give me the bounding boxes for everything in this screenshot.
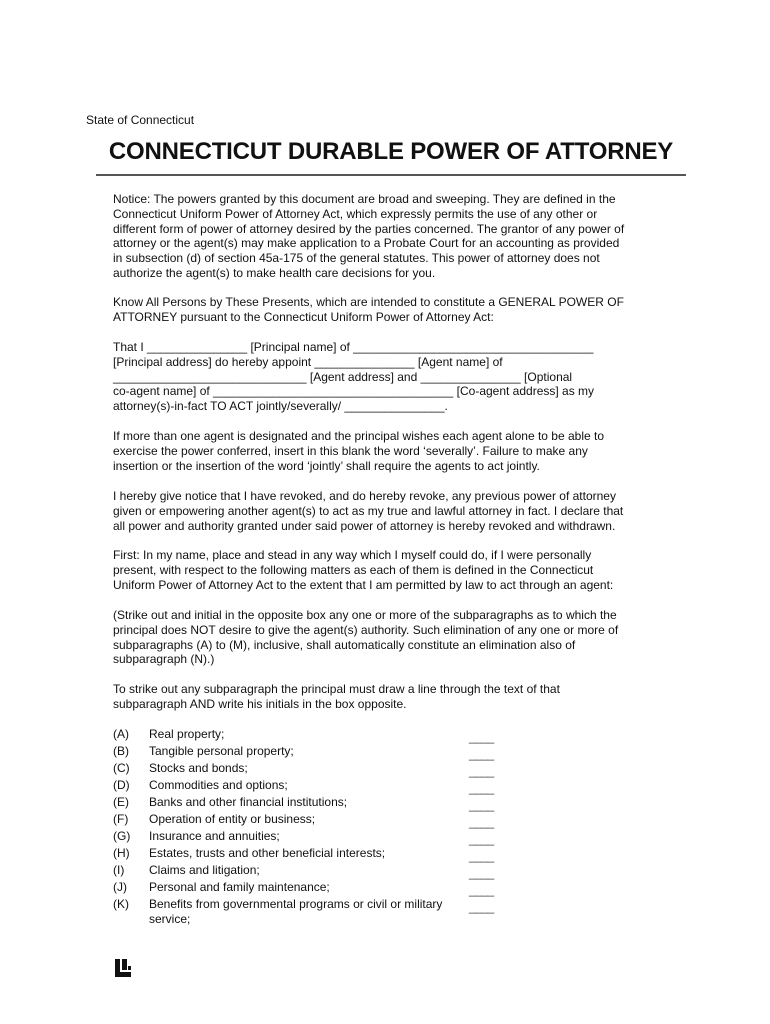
know-all-persons-paragraph: Know All Persons by These Presents, which are intended to constitute a GENERAL POWER OF ATTORNEY pursuant to the Connecticut Uniform Power of Attorney Act: [113, 295, 624, 324]
initials-blank[interactable]: ____ [469, 764, 494, 778]
subparagraph-text: Estates, trusts and other beneficial interests; [149, 846, 386, 860]
subparagraph-letter: (G) [113, 829, 131, 843]
subparagraph-text: Stocks and bonds; [149, 761, 248, 775]
subparagraph-letter: (C) [113, 761, 130, 775]
subparagraph-letter: (H) [113, 846, 130, 860]
subparagraph-text: Personal and family maintenance; [149, 880, 330, 894]
subparagraph-text: Operation of entity or business; [149, 812, 316, 826]
initials-blank[interactable]: ____ [469, 815, 494, 829]
strike-out-instructions-paragraph: (Strike out and initial in the opposite box any one or more of the subparagraphs as to which the principal does NOT desire to give the agent(s) authority. Such elimination of any one or more of subparagraphs (A) to (M), inclusive, shall automatically constitute an elimination also of subparagraph (N).) [113, 608, 619, 667]
initials-blank[interactable]: ____ [469, 798, 494, 812]
to-strike-paragraph: To strike out any subparagraph the principal must draw a line through the text of that subparagraph AND write his initials in the box opposite. [113, 682, 560, 711]
initials-blank[interactable]: ____ [469, 747, 494, 761]
subparagraph-text: Real property; [149, 727, 225, 741]
initials-blank[interactable]: ____ [469, 781, 494, 795]
initials-blank[interactable]: ____ [469, 730, 494, 744]
initials-blank[interactable]: ____ [469, 883, 494, 897]
subparagraph-letter: (D) [113, 778, 130, 792]
document-title: CONNECTICUT DURABLE POWER OF ATTORNEY [108, 138, 674, 165]
subparagraph-letter: (A) [113, 727, 129, 741]
multiple-agents-paragraph: If more than one agent is designated and the principal wishes each agent alone to be able to exercise the power conferred, insert in this blank the word ‘severally’. Failure to make any insertion or the insertion of the word ‘jointly’ shall require the agents to act jointly. [113, 429, 605, 473]
subparagraph-letter: (F) [113, 812, 129, 826]
subparagraph-letter: (B) [113, 744, 129, 758]
initials-blank[interactable]: ____ [469, 866, 494, 880]
subparagraph-text: Tangible personal property; [149, 744, 294, 758]
appointment-paragraph: That I _______________ [Principal name] of ____________________________________ [Principal address] do hereby appoint _______________ [Agent name] of _____________________________ [Agent address] and _______________ [Optional co-agent name] of ____________________________________ [Co-agent address] as my attorney(s)-in-fact TO ACT jointly/severally/ _______________. [113, 340, 595, 414]
subparagraph-text: Banks and other financial institutions; [149, 795, 348, 809]
subparagraph-letter: (I) [113, 863, 125, 877]
notice-paragraph: Notice: The powers granted by this document are broad and sweeping. They are defined in the Connecticut Uniform Power of Attorney Act, which expressly permits the use of any other or different form of power of attorney desired by the parties concerned. The grantor of any power of attorney or the agent(s) may make application to a Probate Court for an accounting as provided in subsection (d) of section 45a-175 of the general statutes. This power of attorney does not authorize the agent(s) to make health care decisions for you. [113, 192, 625, 280]
subparagraph-text: Benefits from governmental programs or civil or military service; [149, 897, 443, 926]
subparagraph-text: Commodities and options; [149, 778, 288, 792]
subparagraph-letter: (J) [113, 880, 127, 894]
subparagraph-text: Insurance and annuities; [149, 829, 280, 843]
initials-blank[interactable]: ____ [469, 832, 494, 846]
state-label: State of Connecticut [86, 113, 195, 127]
revocation-paragraph: I hereby give notice that I have revoked, and do hereby revoke, any previous power of attorney given or empowering another agent(s) to act as my true and lawful attorney in fact. I declare that all power and authority granted under said power of attorney is hereby revoked and withdrawn. [113, 489, 624, 533]
first-paragraph: First: In my name, place and stead in any way which I myself could do, if I were personally present, with respect to the following matters as each of them is defined in the Connecticut Uniform Power of Attorney Act to the extent that I am permitted by law to act through an agent: [113, 548, 614, 592]
document-logo-icon [113, 958, 133, 978]
title-divider [96, 174, 686, 176]
subparagraph-text: Claims and litigation; [149, 863, 260, 877]
subparagraph-letter: (E) [113, 795, 129, 809]
initials-blank[interactable]: ____ [469, 849, 494, 863]
subparagraph-letter: (K) [113, 897, 129, 911]
initials-blank[interactable]: ____ [469, 900, 494, 914]
